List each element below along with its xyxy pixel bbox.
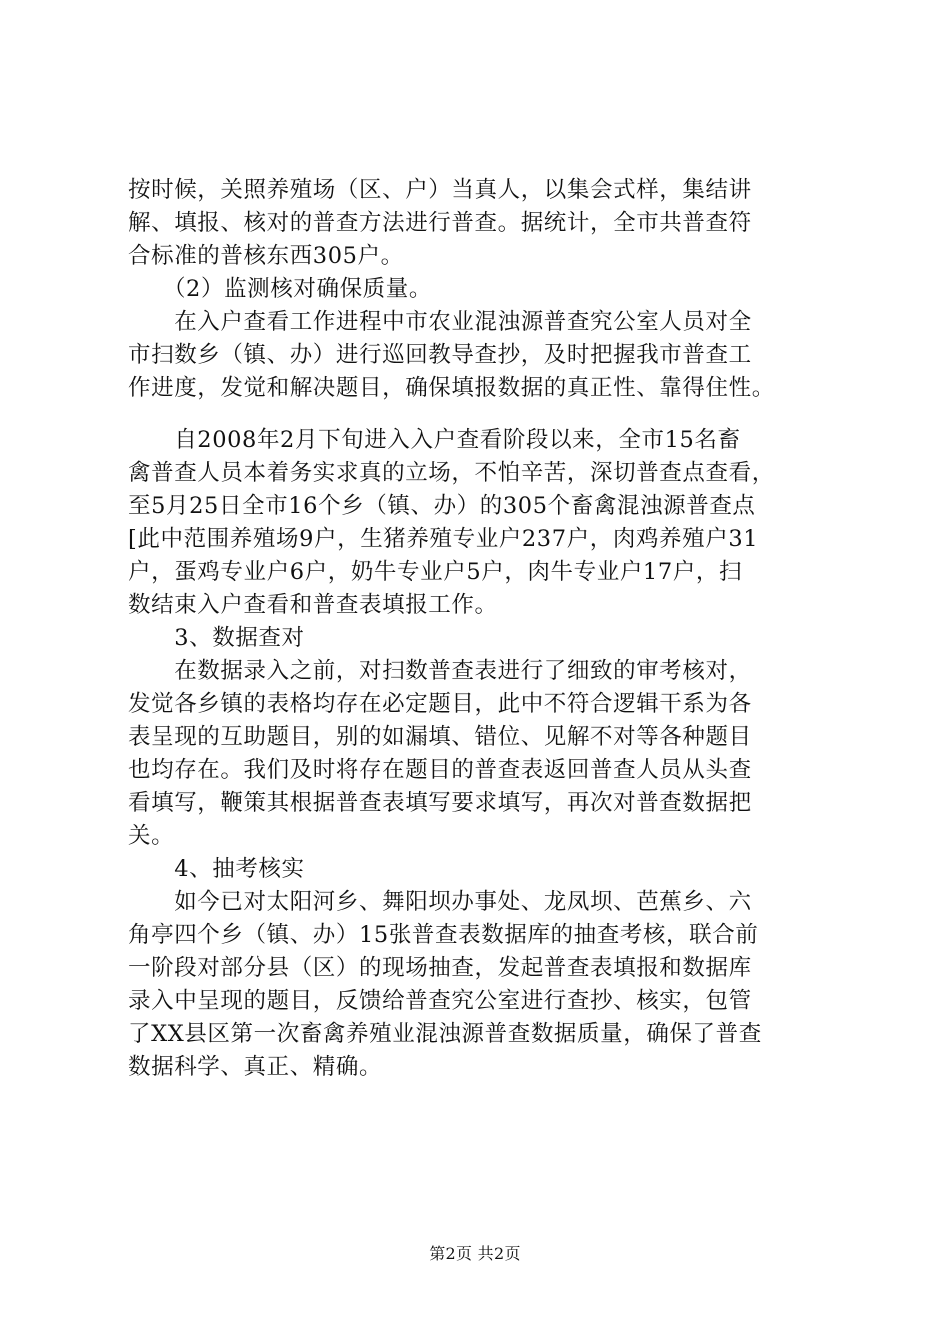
text-line: 表呈现的互助题目，别的如漏填、错位、见解不对等各种题目 [128,724,752,750]
section-heading: （2）监测核对确保质量。 [128,276,432,302]
text-line: 了XX县区第一次畜禽养殖业混浊源普查数据质量，确保了普查 [128,1021,762,1047]
text-line: 数据科学、真正、精确。 [128,1054,383,1080]
text-line: [此中范围养殖场9户，生猪养殖专业户237户，肉鸡养殖户31 [128,526,759,552]
section-heading: 4、抽考核实 [128,856,305,882]
text-line: 关。 [128,823,175,849]
text-line: 按时候，关照养殖场（区、户）当真人，以集会式样，集结讲 [128,177,752,203]
text-line: 自2008年2月下旬进入入户查看阶段以来，全市15名畜 [128,427,741,453]
text-line: 角亭四个乡（镇、办）15张普查表数据库的抽查考核，联合前 [128,922,759,948]
text-line: 合标准的普核东西305户。 [128,243,404,269]
text-line: 数结束入户查看和普查表填报工作。 [128,592,498,618]
text-line: 在数据录入之前，对扫数普查表进行了细致的审考核对， [128,658,752,684]
text-line: 录入中呈现的题目，反馈给普查究公室进行查抄、核实，包管 [128,988,752,1014]
text-line: 至5月25日全市16个乡（镇、办）的305个畜禽混浊源普查点 [128,493,756,519]
section-heading: 3、数据查对 [128,625,305,651]
text-line: 看填写，鞭策其根据普查表填写要求填写，再次对普查数据把 [128,790,752,816]
paragraph-gap [128,405,828,424]
text-line: 禽普查人员本着务实求真的立场，不怕辛苦，深切普查点查看， [128,460,775,486]
text-line: 如今已对太阳河乡、舞阳坝办事处、龙凤坝、芭蕉乡、六 [128,889,752,915]
page-footer: 第2页 共2页 [429,1244,521,1263]
text-line: 也均存在。我们及时将存在题目的普查表返回普查人员从头查 [128,757,752,783]
body-text [128,174,828,1084]
text-line: 作进度，发觉和解决题目，确保填报数据的真正性、靠得住性。 [128,375,775,401]
paragraph-block-2 [128,424,828,1084]
text-line: 一阶段对部分县（区）的现场抽查，发起普查表填报和数据库 [128,955,752,981]
text-line: 发觉各乡镇的表格均存在必定题目，此中不符合逻辑干系为各 [128,691,752,717]
paragraph-block-1 [128,174,828,405]
text-line: 解、填报、核对的普查方法进行普查。据统计，全市共普查符 [128,210,752,236]
text-line: 在入户查看工作进程中市农业混浊源普查究公室人员对全 [128,309,752,335]
text-line: 市扫数乡（镇、办）进行巡回教导查抄，及时把握我市普查工 [128,342,752,368]
text-line: 户，蛋鸡专业户6户，奶牛专业户5户，肉牛专业户17户，扫 [128,559,743,585]
